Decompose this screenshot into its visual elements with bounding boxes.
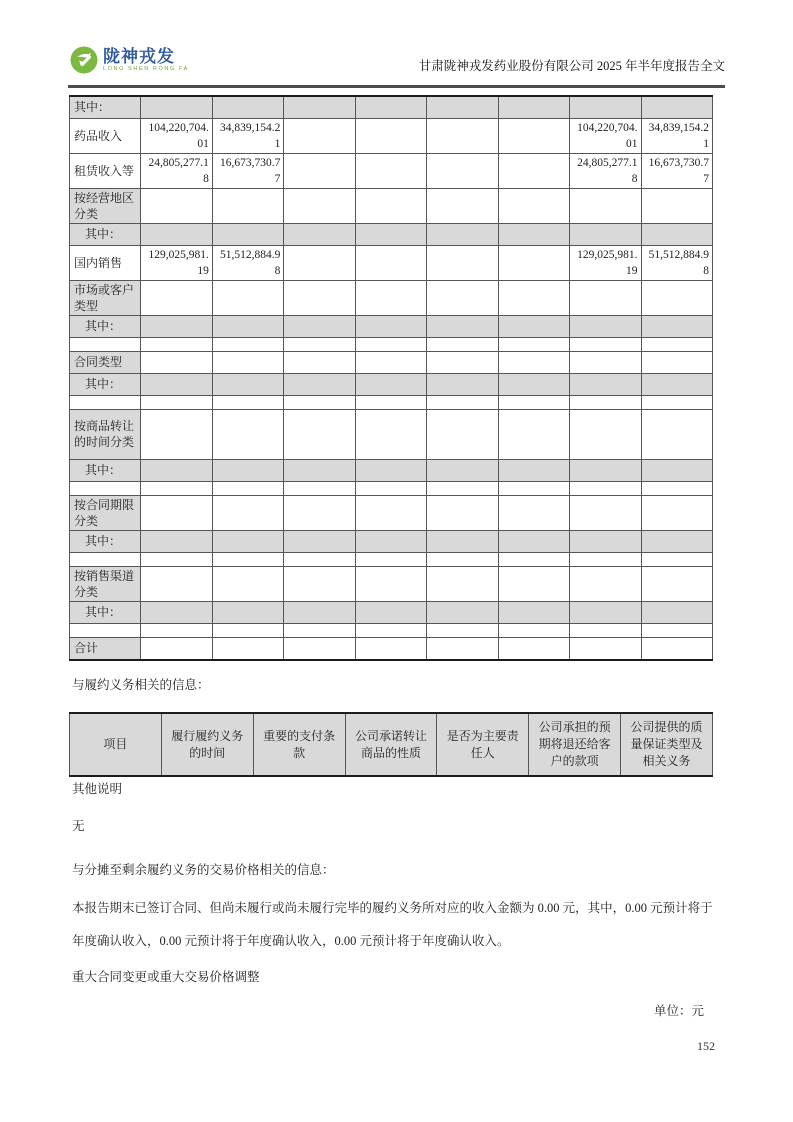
data-cell: [212, 373, 283, 395]
data-cell: [355, 601, 426, 623]
data-cell: [212, 481, 283, 495]
data-cell: [641, 395, 713, 409]
data-cell: [570, 280, 641, 315]
data-cell: [641, 280, 713, 315]
data-cell: [141, 223, 212, 245]
data-cell: [355, 637, 426, 660]
data-cell: [284, 337, 355, 351]
data-cell: [355, 245, 426, 280]
data-cell: [212, 395, 283, 409]
report-title: 甘肃陇神戎发药业股份有限公司 2025 年半年度报告全文: [418, 59, 725, 73]
data-cell: [641, 495, 713, 530]
data-cell: [212, 315, 283, 337]
data-cell: [498, 153, 569, 188]
data-cell: [570, 351, 641, 373]
company-logo: [70, 46, 189, 74]
obligation-header-row: [70, 713, 713, 776]
row-label-cell: 其中：: [70, 315, 141, 337]
data-cell: [284, 280, 355, 315]
data-cell: 34,839,154.21: [212, 118, 283, 153]
data-cell: [284, 373, 355, 395]
data-cell: [355, 495, 426, 530]
data-cell: [212, 601, 283, 623]
revenue-table-row: [70, 188, 713, 223]
data-cell: [427, 495, 498, 530]
data-cell: [570, 188, 641, 223]
data-cell: [355, 530, 426, 552]
data-cell: [641, 601, 713, 623]
header-divider: [68, 85, 725, 88]
row-label-cell: [70, 481, 141, 495]
data-cell: [141, 337, 212, 351]
data-cell: [498, 96, 569, 118]
row-label-cell: 其中：: [70, 459, 141, 481]
data-cell: [498, 459, 569, 481]
revenue-table-row: [70, 153, 713, 188]
data-cell: [284, 223, 355, 245]
data-cell: [284, 637, 355, 660]
major-change-label: 重大合同变更或重大交易价格调整: [72, 970, 260, 984]
obligation-table-wrap: [69, 712, 713, 777]
logo-icon: [70, 46, 98, 74]
data-cell: [498, 395, 569, 409]
row-label-cell: 其中：: [70, 223, 141, 245]
data-cell: [284, 188, 355, 223]
data-cell: [284, 351, 355, 373]
revenue-table-row: [70, 337, 713, 351]
data-cell: [355, 623, 426, 637]
data-cell: [641, 481, 713, 495]
revenue-table-row: [70, 566, 713, 601]
data-cell: [427, 337, 498, 351]
data-cell: [355, 566, 426, 601]
obligation-info-label: 与履约义务相关的信息：: [72, 678, 210, 692]
revenue-table-row: [70, 223, 713, 245]
data-cell: [212, 223, 283, 245]
revenue-table-row: [70, 96, 713, 118]
row-label-cell: 市场或客户类型: [70, 280, 141, 315]
other-note-label: 其他说明: [72, 782, 123, 796]
revenue-table-row: [70, 552, 713, 566]
data-cell: [427, 280, 498, 315]
data-cell: [498, 315, 569, 337]
data-cell: 34,839,154.21: [641, 118, 713, 153]
data-cell: [141, 495, 212, 530]
data-cell: [212, 96, 283, 118]
row-label-cell: 按合同期限分类: [70, 495, 141, 530]
data-cell: [141, 315, 212, 337]
data-cell: [355, 373, 426, 395]
obligation-header-cell: 履行履约义务的时间: [161, 713, 253, 776]
data-cell: [570, 337, 641, 351]
obligation-header-cell: 公司提供的质量保证类型及相关义务: [621, 713, 713, 776]
data-cell: [498, 601, 569, 623]
data-cell: [212, 637, 283, 660]
data-cell: [141, 637, 212, 660]
data-cell: [570, 530, 641, 552]
data-cell: [141, 351, 212, 373]
row-label-cell: 合计: [70, 637, 141, 660]
data-cell: [141, 188, 212, 223]
data-cell: [641, 409, 713, 459]
data-cell: [498, 118, 569, 153]
none-text: 无: [72, 819, 85, 833]
obligation-header-cell: 公司承担的预期将退还给客户的款项: [529, 713, 621, 776]
data-cell: [427, 118, 498, 153]
data-cell: [570, 96, 641, 118]
data-cell: [498, 188, 569, 223]
data-cell: [641, 351, 713, 373]
data-cell: [284, 481, 355, 495]
row-label-cell: 其中：: [70, 530, 141, 552]
data-cell: [427, 623, 498, 637]
data-cell: [498, 245, 569, 280]
data-cell: [284, 315, 355, 337]
data-cell: [141, 601, 212, 623]
data-cell: [427, 601, 498, 623]
row-label-cell: 合同类型: [70, 351, 141, 373]
data-cell: [498, 351, 569, 373]
data-cell: [570, 459, 641, 481]
data-cell: [284, 495, 355, 530]
obligation-header-cell: 是否为主要责任人: [437, 713, 529, 776]
revenue-table-row: [70, 395, 713, 409]
data-cell: [427, 223, 498, 245]
revenue-table-row: [70, 481, 713, 495]
data-cell: [641, 552, 713, 566]
data-cell: 129,025,981.19: [570, 245, 641, 280]
brand-name-cn: 陇神戎发: [103, 47, 175, 66]
data-cell: 51,512,884.98: [212, 245, 283, 280]
data-cell: [141, 96, 212, 118]
revenue-table-row: [70, 637, 713, 660]
data-cell: [641, 315, 713, 337]
row-label-cell: 按销售渠道分类: [70, 566, 141, 601]
row-label-cell: [70, 552, 141, 566]
revenue-table-row: [70, 351, 713, 373]
data-cell: [141, 459, 212, 481]
data-cell: [498, 552, 569, 566]
data-cell: [641, 337, 713, 351]
data-cell: [427, 530, 498, 552]
data-cell: 104,220,704.01: [570, 118, 641, 153]
data-cell: [641, 623, 713, 637]
data-cell: [641, 530, 713, 552]
data-cell: [355, 481, 426, 495]
data-cell: [498, 223, 569, 245]
data-cell: [284, 118, 355, 153]
data-cell: [641, 566, 713, 601]
data-cell: [427, 373, 498, 395]
data-cell: [570, 552, 641, 566]
data-cell: [141, 530, 212, 552]
data-cell: [355, 223, 426, 245]
data-cell: [427, 637, 498, 660]
data-cell: [355, 96, 426, 118]
data-cell: [212, 337, 283, 351]
logo-text: [103, 46, 189, 73]
data-cell: [212, 495, 283, 530]
brand-name-en: LONG SHEN RONG FA: [103, 66, 189, 72]
data-cell: [284, 601, 355, 623]
data-cell: [355, 409, 426, 459]
unit-label: 单位：元: [653, 1004, 704, 1018]
data-cell: [427, 351, 498, 373]
data-cell: [284, 96, 355, 118]
data-cell: [427, 552, 498, 566]
data-cell: [355, 351, 426, 373]
row-label-cell: 租赁收入等: [70, 153, 141, 188]
data-cell: [498, 530, 569, 552]
data-cell: [141, 373, 212, 395]
page-number: 152: [697, 1039, 715, 1053]
data-cell: [427, 566, 498, 601]
revenue-table-row: [70, 495, 713, 530]
data-cell: [570, 395, 641, 409]
data-cell: [570, 637, 641, 660]
row-label-cell: 其中：: [70, 373, 141, 395]
data-cell: [284, 245, 355, 280]
obligation-table: [69, 712, 713, 777]
revenue-table-row: [70, 530, 713, 552]
data-cell: [212, 530, 283, 552]
data-cell: [641, 459, 713, 481]
revenue-table-row: [70, 459, 713, 481]
data-cell: [355, 153, 426, 188]
data-cell: [427, 315, 498, 337]
data-cell: 24,805,277.18: [141, 153, 212, 188]
row-label-cell: 其中：: [70, 96, 141, 118]
data-cell: [284, 530, 355, 552]
data-cell: [570, 601, 641, 623]
data-cell: [427, 481, 498, 495]
data-cell: [641, 373, 713, 395]
revenue-classification-table: [69, 95, 713, 661]
data-cell: [212, 409, 283, 459]
paragraph-line-2: 年度确认收入，0.00 元预计将于年度确认收入，0.00 元预计将于年度确认收入。: [72, 934, 510, 948]
data-cell: [212, 188, 283, 223]
data-cell: 104,220,704.01: [141, 118, 212, 153]
data-cell: [570, 315, 641, 337]
data-cell: [498, 481, 569, 495]
row-label-cell: 药品收入: [70, 118, 141, 153]
data-cell: 16,673,730.77: [212, 153, 283, 188]
data-cell: [427, 153, 498, 188]
row-label-cell: [70, 337, 141, 351]
data-cell: [212, 566, 283, 601]
data-cell: [570, 373, 641, 395]
data-cell: 24,805,277.18: [570, 153, 641, 188]
data-cell: [284, 153, 355, 188]
data-cell: [212, 280, 283, 315]
row-label-cell: 按商品转让的时间分类: [70, 409, 141, 459]
data-cell: [570, 566, 641, 601]
data-cell: [498, 637, 569, 660]
data-cell: 16,673,730.77: [641, 153, 713, 188]
data-cell: [284, 409, 355, 459]
data-cell: [427, 395, 498, 409]
data-cell: [641, 188, 713, 223]
revenue-table-row: [70, 315, 713, 337]
data-cell: [141, 566, 212, 601]
data-cell: [570, 223, 641, 245]
data-cell: [141, 481, 212, 495]
data-cell: [570, 623, 641, 637]
data-cell: [641, 223, 713, 245]
data-cell: [498, 566, 569, 601]
row-label-cell: 国内销售: [70, 245, 141, 280]
data-cell: [427, 96, 498, 118]
revenue-classification-table-wrap: [69, 95, 713, 661]
paragraph-line-1: 本报告期末已签订合同、但尚未履行或尚未履行完毕的履约义务所对应的收入金额为 0.00 元，其中，0.00 元预计将于: [72, 901, 713, 915]
data-cell: [212, 623, 283, 637]
data-cell: [427, 245, 498, 280]
data-cell: [212, 552, 283, 566]
revenue-table-row: [70, 245, 713, 280]
obligation-header-cell: 重要的支付条款: [253, 713, 345, 776]
data-cell: [141, 552, 212, 566]
obligation-header-cell: 项目: [70, 713, 162, 776]
data-cell: [641, 96, 713, 118]
data-cell: [427, 409, 498, 459]
data-cell: [355, 280, 426, 315]
data-cell: [284, 566, 355, 601]
allocation-info-label: 与分摊至剩余履约义务的交易价格相关的信息：: [72, 863, 335, 877]
data-cell: [498, 280, 569, 315]
data-cell: [141, 395, 212, 409]
revenue-table-row: [70, 409, 713, 459]
revenue-table-row: [70, 601, 713, 623]
row-label-cell: [70, 623, 141, 637]
data-cell: [141, 623, 212, 637]
data-cell: [570, 481, 641, 495]
data-cell: [498, 409, 569, 459]
data-cell: [355, 459, 426, 481]
revenue-table-row: [70, 373, 713, 395]
data-cell: [212, 459, 283, 481]
data-cell: 51,512,884.98: [641, 245, 713, 280]
data-cell: [355, 552, 426, 566]
data-cell: [141, 409, 212, 459]
data-cell: [355, 337, 426, 351]
data-cell: [498, 623, 569, 637]
data-cell: [498, 495, 569, 530]
data-cell: [498, 373, 569, 395]
data-cell: [570, 409, 641, 459]
data-cell: [284, 395, 355, 409]
data-cell: [355, 315, 426, 337]
data-cell: [284, 459, 355, 481]
data-cell: [355, 395, 426, 409]
data-cell: [570, 495, 641, 530]
data-cell: [212, 351, 283, 373]
data-cell: [427, 459, 498, 481]
data-cell: [498, 337, 569, 351]
revenue-table-row: [70, 280, 713, 315]
data-cell: [284, 552, 355, 566]
revenue-table-row: [70, 118, 713, 153]
data-cell: [641, 637, 713, 660]
row-label-cell: [70, 395, 141, 409]
obligation-header-cell: 公司承诺转让商品的性质: [345, 713, 437, 776]
data-cell: 129,025,981.19: [141, 245, 212, 280]
data-cell: [427, 188, 498, 223]
data-cell: [141, 280, 212, 315]
data-cell: [284, 623, 355, 637]
data-cell: [355, 118, 426, 153]
row-label-cell: 按经营地区分类: [70, 188, 141, 223]
revenue-table-row: [70, 623, 713, 637]
row-label-cell: 其中：: [70, 601, 141, 623]
data-cell: [355, 188, 426, 223]
